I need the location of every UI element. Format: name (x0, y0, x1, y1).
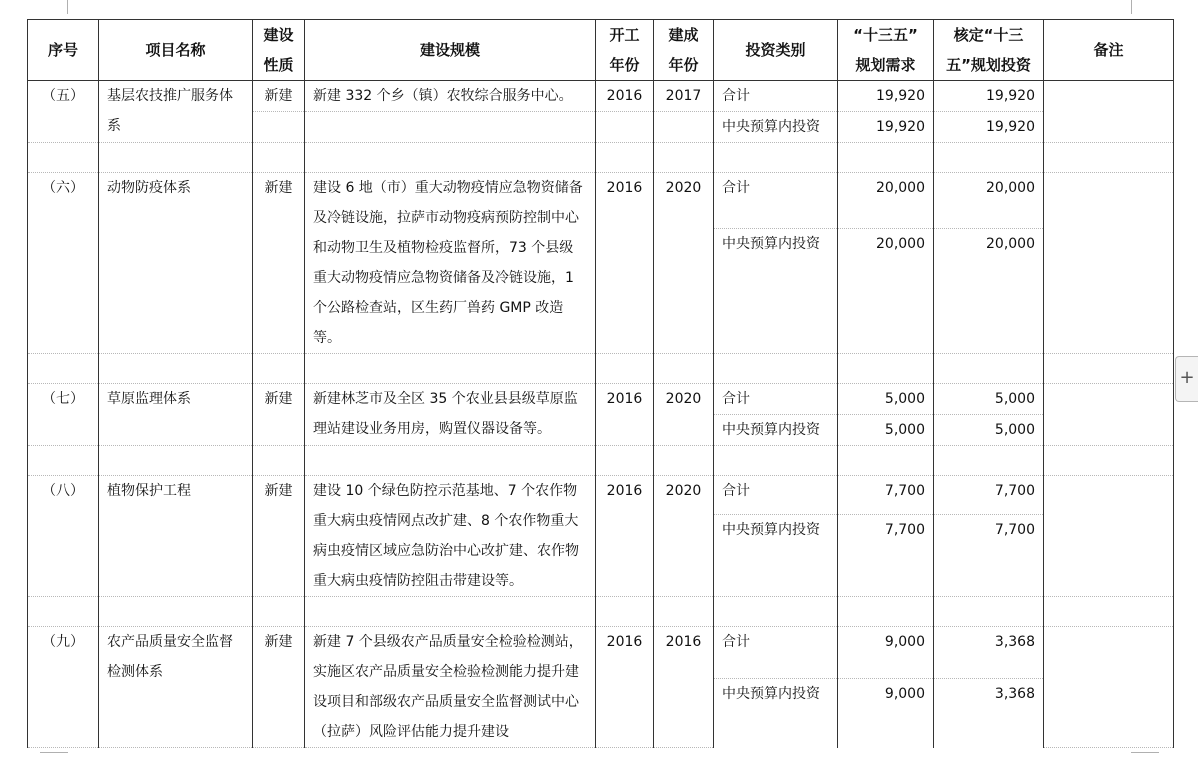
header-row (28, 20, 1174, 81)
cell-plan-demand: 19,920 (838, 81, 934, 112)
cell-nature: 新建 (253, 476, 305, 597)
header-project-name: 项目名称 (99, 20, 253, 81)
cell-approved-investment: 19,920 (934, 81, 1044, 112)
cell-scale: 新建林芝市及全区 35 个农业县县级草原监理站建设业务用房，购置仪器设备等。 (305, 384, 596, 446)
cell-category: 中央预算内投资 (714, 515, 838, 597)
cell-plan-demand: 9,000 (838, 678, 934, 747)
cell-approved-investment: 7,700 (934, 515, 1044, 597)
cell-category: 合计 (714, 173, 838, 229)
crop-mark (67, 0, 68, 14)
cell-notes (1044, 476, 1174, 597)
cell-plan-demand: 19,920 (838, 112, 934, 143)
cell-nature: 新建 (253, 627, 305, 748)
table-row (28, 173, 1174, 229)
header-start-year: 开工 年份 (596, 20, 654, 81)
cell-start-year (596, 112, 654, 143)
cell-nature: 新建 (253, 81, 305, 112)
cell-plan-demand: 20,000 (838, 173, 934, 229)
table-row (28, 476, 1174, 515)
cell-plan-demand: 5,000 (838, 415, 934, 446)
header-approved-investment: 核定“十三 五”规划投资 (934, 20, 1044, 81)
cell-project-name: 基层农技推广服务体系 (99, 81, 253, 143)
cell-nature: 新建 (253, 384, 305, 446)
cell-plan-demand: 5,000 (838, 384, 934, 415)
cell-seq: （五） (28, 81, 99, 143)
cell-plan-demand: 9,000 (838, 627, 934, 679)
cell-nature (253, 112, 305, 143)
cell-approved-investment: 20,000 (934, 229, 1044, 354)
spacer-row (28, 597, 1174, 627)
cell-category: 中央预算内投资 (714, 678, 838, 747)
spacer-row (28, 446, 1174, 476)
cell-plan-demand: 20,000 (838, 229, 934, 354)
cell-notes (1044, 627, 1174, 748)
cell-seq: （九） (28, 627, 99, 748)
cell-seq: （六） (28, 173, 99, 354)
cell-start-year: 2016 (596, 384, 654, 446)
header-scale: 建设规模 (305, 20, 596, 81)
cell-seq: （八） (28, 476, 99, 597)
cell-approved-investment: 5,000 (934, 384, 1044, 415)
header-plan-demand: “十三五” 规划需求 (838, 20, 934, 81)
cell-start-year: 2016 (596, 476, 654, 597)
cell-end-year: 2016 (654, 627, 714, 748)
cell-end-year: 2020 (654, 476, 714, 597)
cell-project-name: 植物保护工程 (99, 476, 253, 597)
cell-scale: 建设 10 个绿色防控示范基地、7 个农作物重大病虫疫情网点改扩建、8 个农作物重大病虫疫情区域应急防治中心改扩建、农作物重大病虫疫情防控阻击带建设等。 (305, 476, 596, 597)
table-row (28, 384, 1174, 415)
cell-start-year: 2016 (596, 173, 654, 354)
cell-notes (1044, 173, 1174, 354)
header-notes: 备注 (1044, 20, 1174, 81)
cell-project-name: 农产品质量安全监督检测体系 (99, 627, 253, 748)
header-nature: 建设 性质 (253, 20, 305, 81)
cell-approved-investment: 3,368 (934, 627, 1044, 679)
cell-seq: （七） (28, 384, 99, 446)
cell-plan-demand: 7,700 (838, 476, 934, 515)
cell-category: 中央预算内投资 (714, 415, 838, 446)
cell-category: 中央预算内投资 (714, 229, 838, 354)
cell-scale: 新建 7 个县级农产品质量安全检验检测站，实施区农产品质量安全检验检测能力提升建设项目和部级农产品质量安全监督测试中心（拉萨）风险评估能力提升建设 (305, 627, 596, 748)
cell-end-year: 2020 (654, 173, 714, 354)
header-end-year: 建成 年份 (654, 20, 714, 81)
cell-start-year: 2016 (596, 627, 654, 748)
cell-approved-investment: 20,000 (934, 173, 1044, 229)
cell-project-name: 草原监理体系 (99, 384, 253, 446)
header-category: 投资类别 (714, 20, 838, 81)
cell-scale: 新建 332 个乡（镇）农牧综合服务中心。 (305, 81, 596, 112)
cell-category: 合计 (714, 384, 838, 415)
cell-approved-investment: 5,000 (934, 415, 1044, 446)
expand-table-button[interactable]: + (1175, 356, 1198, 402)
cell-plan-demand: 7,700 (838, 515, 934, 597)
cell-notes (1044, 384, 1174, 446)
cell-scale: 建设 6 地（市）重大动物疫情应急物资储备及冷链设施，拉萨市动物疫病预防控制中心和动物卫生及植物检疫监督所，73 个县级重大动物疫情应急物资储备及冷链设施，1 个公路检查站，区生药厂兽药 GMP 改造等。 (305, 173, 596, 354)
header-seq: 序号 (28, 20, 99, 81)
crop-mark (1131, 0, 1132, 14)
crop-mark (1131, 752, 1159, 753)
cell-end-year (654, 112, 714, 143)
cell-category: 中央预算内投资 (714, 112, 838, 143)
cell-nature: 新建 (253, 173, 305, 354)
spacer-row (28, 354, 1174, 384)
table-row (28, 627, 1174, 679)
spacer-row (28, 143, 1174, 173)
cell-start-year: 2016 (596, 81, 654, 112)
cell-category: 合计 (714, 627, 838, 679)
cell-approved-investment: 19,920 (934, 112, 1044, 143)
cell-approved-investment: 3,368 (934, 678, 1044, 747)
cell-end-year: 2020 (654, 384, 714, 446)
cell-project-name: 动物防疫体系 (99, 173, 253, 354)
cell-category: 合计 (714, 476, 838, 515)
cell-category: 合计 (714, 81, 838, 112)
crop-mark (40, 752, 68, 753)
cell-scale (305, 112, 596, 143)
cell-end-year: 2017 (654, 81, 714, 112)
investment-table (27, 19, 1174, 748)
table-row (28, 81, 1174, 112)
cell-notes (1044, 81, 1174, 143)
cell-approved-investment: 7,700 (934, 476, 1044, 515)
